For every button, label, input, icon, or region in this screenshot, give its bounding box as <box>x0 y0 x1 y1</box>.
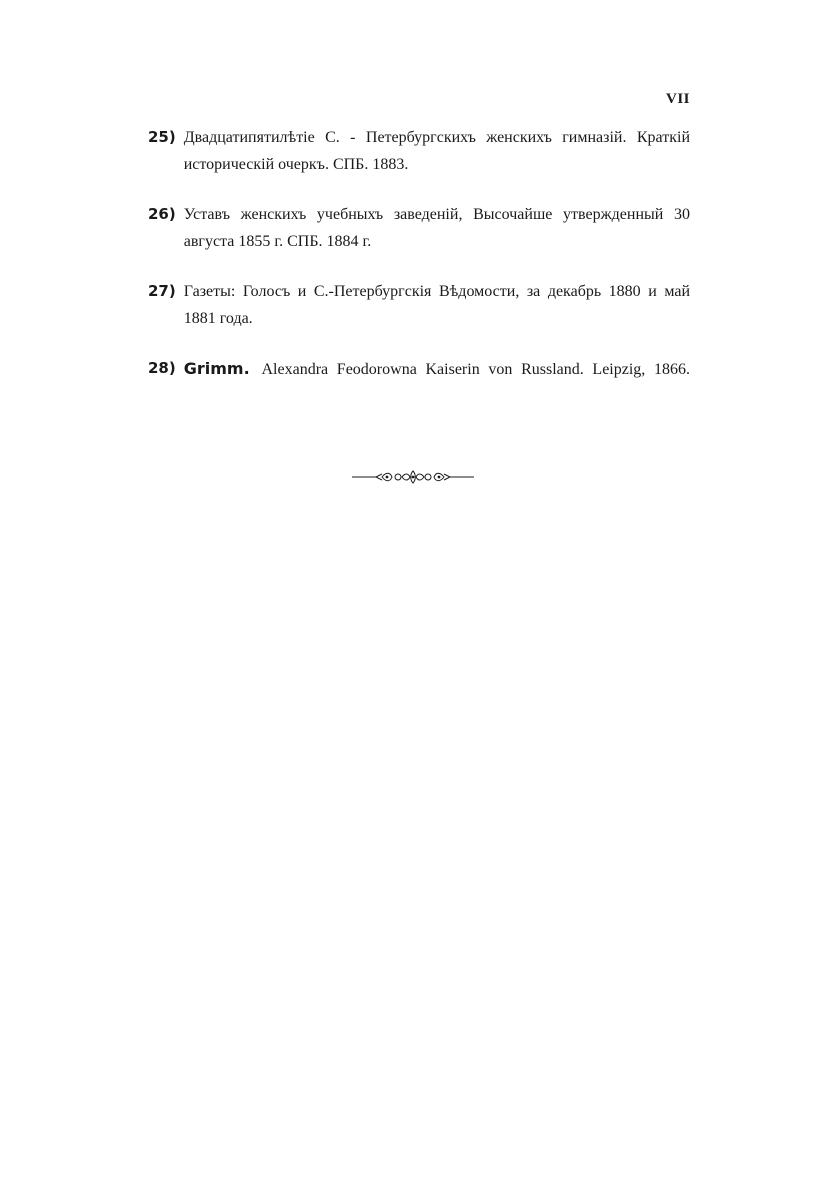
ornament-divider-icon <box>352 469 474 485</box>
bibliography-entry <box>148 278 690 332</box>
bibliography-list <box>148 124 690 406</box>
entry-number: 27) <box>148 282 176 300</box>
bibliography-entry <box>148 355 690 383</box>
bibliography-entry <box>148 124 690 178</box>
entry-text: Газеты: Голосъ и С.-Петербургскія Вѣдомости, за декабрь 1880 и май 1881 года. <box>183 283 690 327</box>
entry-body <box>184 355 690 383</box>
entry-text: Alexandra Feodorowna Kaiserin von Russland. Leipzig, 1866. <box>261 361 690 378</box>
bibliography-entry <box>148 201 690 255</box>
entry-number: 25) <box>148 128 176 146</box>
entry-author: Grimm. <box>183 359 250 378</box>
entry-text: Двадцатипятилѣтіе С. - Петербургскихъ женскихъ гимназій. Краткій историческій очеркъ. СПБ. 1883. <box>183 129 690 173</box>
entry-text: Уставъ женскихъ учебныхъ заведеній, Высочайше утвержденный 30 августа 1855 г. СПБ. 1884 г. <box>183 206 690 250</box>
entry-number: 26) <box>148 205 176 223</box>
entry-number: 28) <box>148 359 176 377</box>
page-number: VII <box>665 91 690 107</box>
